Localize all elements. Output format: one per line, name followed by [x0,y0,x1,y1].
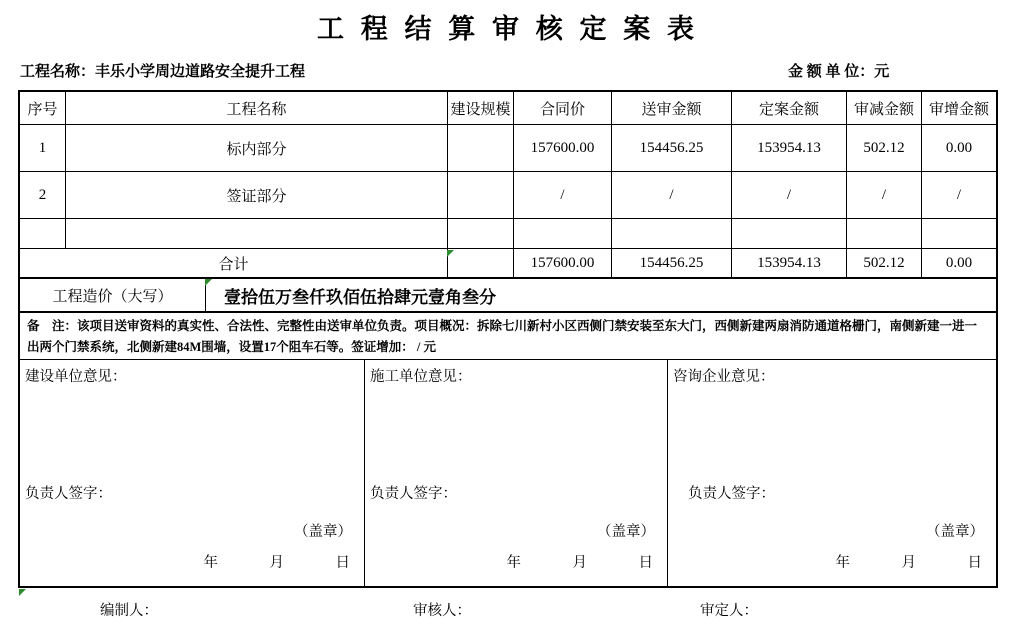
opinion-section [20,359,996,586]
col-header-seq: 序号 [20,92,66,125]
total-cell-final: 153954.13 [732,249,847,277]
table-cell: 1 [20,125,66,172]
table-cell [66,219,448,249]
project-name-label: 工程名称：丰乐小学周边道路安全提升工程 [20,64,306,80]
responsible-signature-label: 负责人签字： [688,486,775,502]
seal-label: （盖章） [597,524,655,540]
green-corner-triangle-icon [205,279,212,286]
opinion-box-consulting-firm [668,360,996,586]
table-cell [20,219,66,249]
total-cell-submitted: 154456.25 [612,249,732,277]
opinion-box-contractor-unit [365,360,668,586]
table-cell [847,219,922,249]
table-cell: 157600.00 [514,125,612,172]
total-cell-reduced: 502.12 [847,249,922,277]
table-cell [448,125,514,172]
approver-label: 审定人： [700,603,758,619]
col-header-scale: 建设规模 [448,92,514,125]
table-cell: 153954.13 [732,125,847,172]
remarks-block: 备 注：该项目送审资料的真实性、合法性、完整性由送审单位负责。项目概况：拆除七川新村小区西侧门禁安装至东大门，西侧新建两扇消防通道格栅门，南侧新建一进一出两个门禁系统，北侧新建84M围墙，设置17个阻车石等。签证增加： / 元 [20,311,996,359]
opinion-box-construction-unit [20,360,365,586]
date-label: 年 月 日 [835,555,984,571]
total-cell-scale [448,249,514,277]
cost-in-words-value: 壹拾伍万叁仟玖佰伍拾肆元壹角叁分 [224,287,496,307]
creator-label: 编制人： [100,603,158,619]
cost-in-words-label: 工程造价（大写） [20,279,206,311]
table-cell: / [612,172,732,219]
cost-in-words-row [20,277,996,311]
reviewer-label: 审核人： [413,603,471,619]
amount-unit-label: 金 额 单 位：元 [788,64,890,80]
table-cell [448,219,514,249]
table-cell: 签证部分 [66,172,448,219]
main-table [18,90,998,588]
table-cell [732,219,847,249]
responsible-signature-label: 负责人签字： [370,486,457,502]
col-header-project: 工程名称 [66,92,448,125]
table-cell: / [847,172,922,219]
date-label: 年 月 日 [203,555,352,571]
total-cell-increased: 0.00 [945,254,973,271]
table-grid [20,92,996,277]
col-header-final-amount: 定案金额 [732,92,847,125]
table-cell [612,219,732,249]
table-cell: 标内部分 [66,125,448,172]
table-cell [922,219,996,249]
table-cell: 0.00 [922,125,996,172]
total-cell-contract: 157600.00 [514,249,612,277]
total-row-label: 合计 [20,249,448,277]
col-header-contract-price: 合同价 [514,92,612,125]
table-cell: / [732,172,847,219]
table-cell: / [922,172,996,219]
table-cell: 502.12 [847,125,922,172]
table-cell: 2 [20,172,66,219]
table-cell [448,172,514,219]
date-label: 年 月 日 [506,555,655,571]
table-cell: 154456.25 [612,125,732,172]
opinion-title: 咨询企业意见： [673,369,775,385]
seal-label: （盖章） [926,524,984,540]
table-cell: / [514,172,612,219]
opinion-title: 建设单位意见： [25,369,127,385]
col-header-submitted-amount: 送审金额 [612,92,732,125]
col-header-reduced-amount: 审减金额 [847,92,922,125]
page-title: 工 程 结 算 审 核 定 案 表 [317,14,699,44]
table-cell [514,219,612,249]
green-corner-triangle-icon [447,250,454,257]
seal-label: （盖章） [294,524,352,540]
responsible-signature-label: 负责人签字： [25,486,112,502]
opinion-title: 施工单位意见： [370,369,472,385]
green-corner-triangle-icon [19,589,26,596]
col-header-increased-amount: 审增金额 [922,92,996,125]
